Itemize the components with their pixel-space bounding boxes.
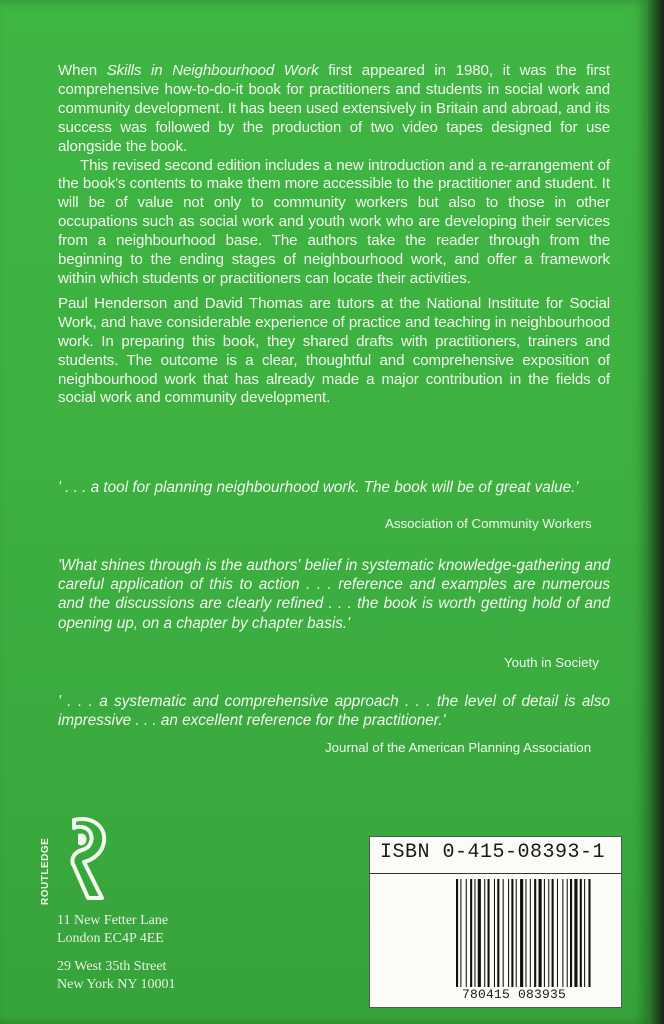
publisher-name: ROUTLEDGE (40, 837, 51, 905)
address-new-york (57, 958, 176, 994)
blurb-text (58, 62, 610, 408)
author-paragraph: Paul Henderson and David Thomas are tutors at the National Institute for Social Work, and have considerable experience of practice and teaching in neighbourhood work. In preparing this book, they shared drafts with practitioners, trainers and students. The outcome is a clear, thoughtful and comprehensive exposition of neighbourhood work that has already made a major contribution in the fields of social work and community development. (58, 294, 610, 407)
address-line: 11 New Fetter Lane (57, 913, 169, 928)
isbn-barcode-label (369, 836, 622, 1008)
book-title-mention: Skills in Neighbourhood Work (106, 62, 319, 79)
address-line: New York NY 10001 (57, 977, 176, 992)
barcode-icon (454, 879, 614, 987)
isbn-divider (370, 873, 621, 874)
review-source-1: Association of Community Workers (385, 516, 592, 531)
routledge-logo-icon (44, 812, 114, 904)
book-edge-shadow (648, 0, 664, 1024)
address-line: London EC4P 4EE (57, 931, 164, 946)
review-quote-3: ' . . . a systematic and comprehensive approach . . . the level of detail is also impressive . . . an excellent reference for the practitioner.' (58, 693, 610, 730)
isbn-number: ISBN 0-415-08393-1 (380, 841, 606, 864)
address-london (57, 912, 168, 948)
address-line: 29 West 35th Street (57, 959, 167, 974)
barcode-digits: 780415 083935 (462, 987, 567, 1002)
review-source-3: Journal of the American Planning Association (325, 740, 592, 755)
review-source-2: Youth in Society (504, 655, 599, 670)
blurb-paragraph-2: This revised second edition includes a new introduction and a re-arrangement of the book's contents to make them more accessible to the practitioner and student. It will be of value not only to community workers but also to those in other occupations such as social work and youth work who are developing their services from a neighbourhood base. The authors take the reader through from the beginning to the ending stages of neighbourhood work, and offer a framework within which students or practitioners can locate their activities. (58, 156, 610, 287)
review-quote-1: ' . . . a tool for planning neighbourhood work. The book will be of great value.' (58, 479, 579, 496)
blurb-p1-rest: first appeared in 1980, it was the first comprehensive how-to-do-it book for practitioners and students in social work and community development. It has been used extensively in Britain and abroad, and its success was followed by the production of two video tapes designed for use alongside the book. (58, 62, 610, 155)
blurb-p1-start: When (58, 62, 107, 79)
review-quote-2: 'What shines through is the authors' belief in systematic knowledge-gathering and careful application of this to action . . . reference and examples are numerous and the discussions are clearly refined . . . the book is worth getting hold of and opening up, on a chapter by chapter basis.' (58, 557, 610, 632)
blurb-paragraph-1 (58, 62, 610, 157)
